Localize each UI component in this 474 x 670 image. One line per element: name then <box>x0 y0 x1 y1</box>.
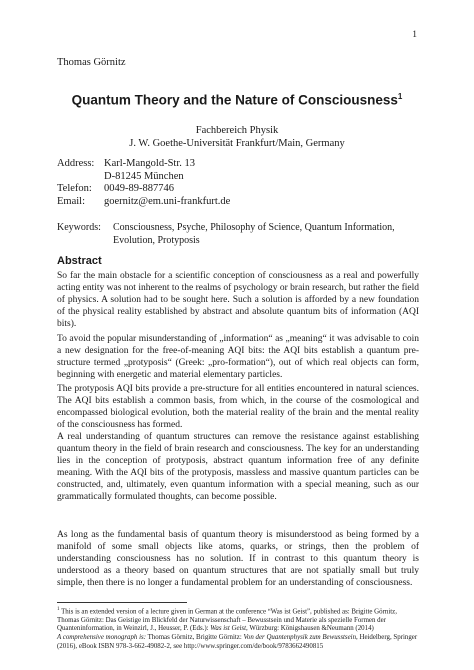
title-footnote-mark[interactable]: 1 <box>397 92 403 101</box>
footnote-text-c: Thomas Görnitz, Brigitte Görnitz: <box>146 634 244 642</box>
abstract-paragraph-2: To avoid the popular misunderstanding of „information“ as „meaning“ it was advisable to coin a new designation for the free-of-meaning AQI bits: the AQI bits establish a quantum pre-structure termed „protyposis“ (Greek: „pro-formation“), out of which real objects can form, beginning with energetic and material elementary particles. <box>57 334 419 380</box>
footnote-italic-c: Von der Quantenphysik zum Bewusstsein <box>243 634 357 642</box>
email-address[interactable]: goernitz@em.uni-frankfurt.de <box>104 195 231 207</box>
footnote <box>57 606 419 651</box>
title-text: Quantum Theory and the Nature of Consciousness <box>71 92 398 108</box>
abstract-paragraph-4: A real understanding of quantum structures can remove the resistance against establishing quantum theory in the field of brain research and consciousness. The key for an understanding lies in the conception of protyposis, abstract quantum information free of any definite meaning. With the AQI bits of the protyposis, massless and massive quantum particles can be constructed, and, ultimately, even quantum information with a special meaning, such as our grammatically formulated thoughts, can become possible. <box>57 432 419 502</box>
keywords-list: Consciousness, Psyche, Philosophy of Science, Quantum Information, Evolution, Protyposis <box>113 222 395 246</box>
footnote-italic-b: A comprehensive monograph is: <box>57 634 146 642</box>
footnote-text-a: This is an extended version of a lecture given in German at the conference “Was ist Geist”, published as: Brigitte Görnitz, Thomas Görnitz: Das Geistige im Blickfeld der Naturwissenschaft – Bewusstsein und Materie als spezielle Formen der Quanteninformation, in Weinzirl, J., Heusser, P. (Eds.): <box>57 608 397 633</box>
paper-title <box>0 92 474 108</box>
abstract-paragraph-3: The protyposis AQI bits provide a pre-structure for all entities encountered in natural sciences. The AQI bits establish a common basis, from which, in the course of the cosmological and encompassed biological evolution, both the material reality of the brain and the mental reality of the consciousness has formed. <box>57 384 419 430</box>
address-label: Address: <box>57 158 95 169</box>
address-street: Karl-Mangold-Str. 13 <box>104 158 195 169</box>
affiliation <box>0 124 474 150</box>
page-number: 1 <box>412 30 417 40</box>
abstract-paragraph-1: So far the main obstacle for a scientific conception of consciousness as a real and powerfully acting entity was not inherent to the realms of psychology or brain research, but rather the field of physics. A solution had to be sought here. Such a solution is afforded by a new foundation of the physical reality established by abstract and absolute quantum bits of information (AQI bits). <box>57 271 419 329</box>
footnote-italic-a: Was ist Geist <box>210 625 247 633</box>
abstract-paragraph-5: As long as the fundamental basis of quantum theory is misunderstood as being formed by a manifold of some small objects like atoms, quarks, or strings, then the problem of understanding consciousness has no solution. If in contrast to this quantum theory is understood as a theory based on quantum structures that are not spatially small but truly simple, then there is no longer a fundamental problem for an understanding of consciousness. <box>57 530 419 588</box>
author-name: Thomas Görnitz <box>57 57 126 68</box>
phone-number: 0049-89-887746 <box>104 183 174 194</box>
phone-label: Telefon: <box>57 183 92 194</box>
address-city: D-81245 München <box>104 170 184 182</box>
footnote-text-d[interactable]: , Heidelberg, Springer (2016), eBook ISBN 978-3-662-49082-2, see http://www.springer.com/de/book/9783662490815 <box>57 634 418 650</box>
footnote-mark: 1 <box>57 607 60 612</box>
contact-block <box>57 158 230 208</box>
abstract-heading: Abstract <box>57 255 102 267</box>
keywords-block <box>57 222 419 247</box>
affiliation-department: Fachbereich Physik <box>195 125 279 136</box>
footnote-divider <box>57 602 187 603</box>
email-label: Email: <box>57 195 85 207</box>
footnote-text-b: , Würzburg: Königshausen &Neumann (2014) <box>246 625 374 633</box>
keywords-label: Keywords: <box>57 222 101 233</box>
affiliation-university: J. W. Goethe-Universität Frankfurt/Main, Germany <box>129 138 345 149</box>
